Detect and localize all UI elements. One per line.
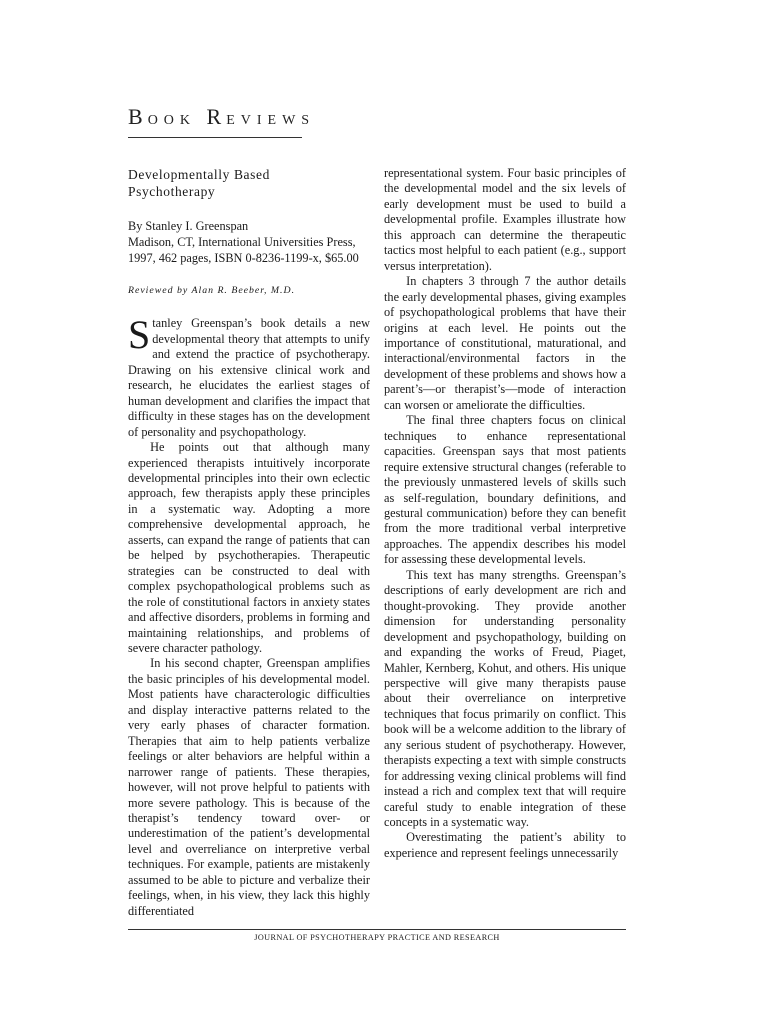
book-title-line-2: Psychotherapy	[128, 184, 216, 199]
left-column	[128, 166, 370, 919]
paragraph-2: He points out that although many experienced therapists intuitively incorporate developmental principles into their own eclectic approach, few therapists apply these principles in a systematic way. Adopting a more comprehensive developmental approach, he asserts, can expand the range of patients that can be helped by psychotherapies. Therapeutic strategies can be constructed to deal with complex psychopathological problems such as the role of constitutional factors in anxiety states and affective disorders, problems in forming and maintaining relationships, and problems of severe character pathology.	[128, 440, 370, 655]
paragraph-3: In his second chapter, Greenspan amplifies the basic principles of his developmental model. Most patients have characterologic difficulties and display interactive patterns related to the very early phases of character formation. Therapies that aim to help patients verbalize feelings or alter behaviors are helpful within a narrower range of patients. These therapies, however, will not prove helpful to patients with more severe pathology. This is because of the therapist’s tendency toward over- or underestimation of the patient’s developmental level and overreliance on interpretive verbal techniques. For example, patients are mistakenly assumed to be able to picture and verbalize their feelings, when, in his view, they lack this highly differentiated	[128, 656, 370, 918]
journal-footer: JOURNAL OF PSYCHOTHERAPY PRACTICE AND RESEARCH	[254, 933, 500, 942]
book-title-line-1: Developmentally Based	[128, 167, 270, 182]
section-title-initial-b: B	[128, 104, 148, 129]
paragraph-7: Overestimating the patient’s ability to experience and represent feelings unnecessarily	[384, 830, 626, 860]
section-title-initial-r: R	[206, 104, 227, 129]
paragraph-1-text: tanley Greenspan’s book details a new developmental theory that attempts to unify and extend the practice of psychotherapy. Drawing on his extensive clinical work and research, he elucidates the earliest stages of human development and clarifies the impact that difficulty in these stages has on the development of personality and psychopathology.	[128, 316, 370, 439]
reviewer-credit: Reviewed by Alan R. Beeber, M.D.	[128, 285, 296, 296]
section-title	[128, 104, 315, 130]
drop-cap: S	[128, 312, 151, 358]
section-title-rest-ook: OOK	[147, 113, 197, 128]
right-column	[384, 166, 626, 861]
section-title-rest-eviews: EVIEWS	[226, 113, 316, 128]
paragraph-5: The final three chapters focus on clinical techniques to enhance representational capacities. Greenspan says that most patients require extensive structural changes (referable to the previously unmastered levels of skills such as self-regulation, boundary definitions, and gestural communication) before they can benefit from the more traditional verbal interpretive approaches. The appendix describes his model for assessing these developmental levels.	[384, 413, 626, 567]
book-author: By Stanley I. Greenspan	[128, 219, 249, 233]
paragraph-4: In chapters 3 through 7 the author details the early developmental phases, giving examples of psychopathological problems that have their origins at each level. He points out the importance of constitutional, maturational, and interactional/environmental factors in the development of these problems and shows how a parent’s—or therapist’s—mode of interaction can worsen or ameliorate the difficulties.	[384, 274, 626, 412]
footer-rule	[128, 929, 626, 930]
paragraph-3-continued: representational system. Four basic principles of the developmental model and the six levels of early development must be used to build a developmental profile. Examples illustrate how this approach can determine the therapeutic tactics most helpful to each patient (e.g., support versus interpretation).	[384, 166, 626, 273]
book-details: 1997, 462 pages, ISBN 0-8236-1199-x, $65.00	[128, 251, 359, 265]
paragraph-6: This text has many strengths. Greenspan’s descriptions of early development are rich and thought-provoking. They provide another dimension for understanding personality development and psychopathology, building on and expanding the works of Freud, Piaget, Mahler, Kernberg, Kohut, and others. His unique perspective will give many therapists pause about their overreliance on interpretive techniques that focus primarily on conflict. This book will be a welcome addition to the library of any serious student of psychotherapy. However, therapists expecting a text with simple constructs for addressing vexing clinical problems will find instead a rich and complex text that will require careful study to enable integration of these concepts in a systematic way.	[384, 567, 626, 830]
paragraph-1	[128, 312, 370, 440]
book-metadata	[128, 218, 370, 266]
book-publisher: Madison, CT, International Universities Press,	[128, 235, 356, 249]
section-title-rule	[128, 137, 302, 138]
book-title	[128, 166, 370, 200]
